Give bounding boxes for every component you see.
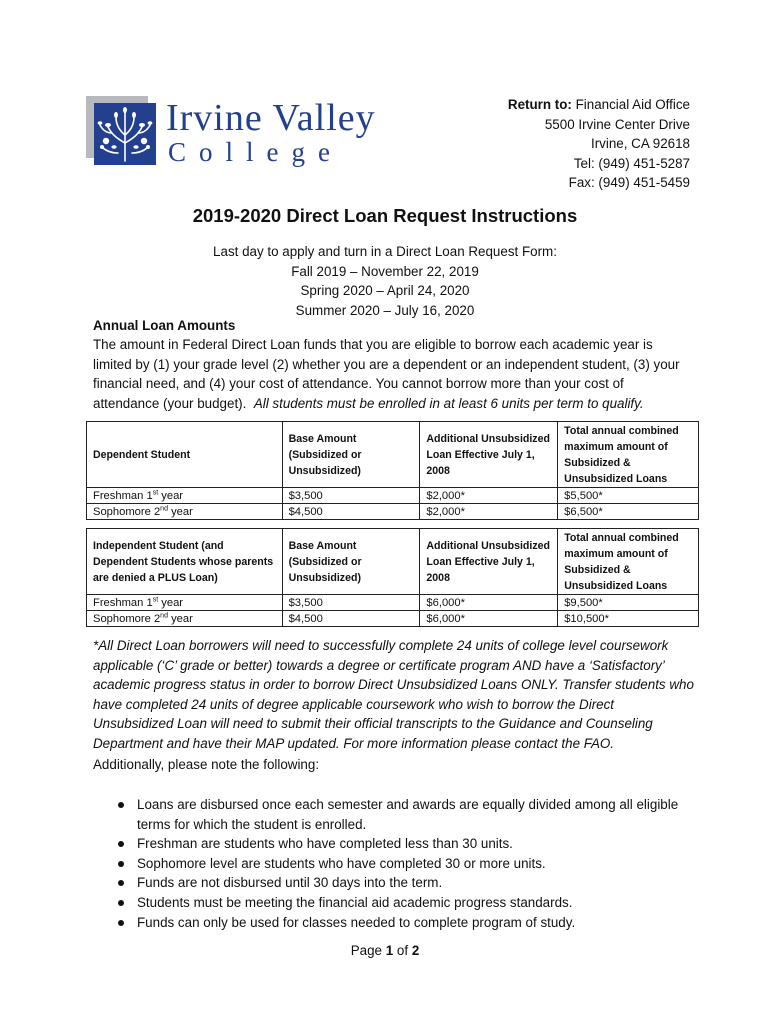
annual-loan-paragraph bbox=[93, 335, 693, 413]
additional-amount-cell: $2,000* bbox=[420, 504, 558, 520]
ordinal-suffix: nd bbox=[160, 504, 168, 512]
table-header-cell: Independent Student (and Dependent Students whose parents are denied a PLUS Loan) bbox=[87, 529, 283, 595]
address-street: 5500 Irvine Center Drive bbox=[544, 116, 690, 132]
table-header-row bbox=[87, 529, 699, 595]
total-amount-cell: $9,500* bbox=[558, 595, 699, 611]
grade-level-cell bbox=[87, 595, 283, 611]
grade-level-suffix: year bbox=[158, 489, 184, 502]
grade-level-suffix: year bbox=[167, 612, 193, 625]
additional-amount-cell: $6,000* bbox=[420, 611, 558, 627]
list-item-text: Sophomore level are students who have completed 30 or more units. bbox=[137, 855, 546, 871]
total-amount-cell: $10,500* bbox=[558, 611, 699, 627]
base-amount-cell: $3,500 bbox=[282, 488, 420, 504]
independent-loan-table bbox=[86, 528, 699, 627]
borrower-requirement-note: *All Direct Loan borrowers will need to successfully complete 24 units of college level coursework applicable (‘C’ grade or better) towards a degree or certificate program AND have a ‘Satisfactory’ academic progress status in order to borrow Direct Unsubsidized Loans ONLY. Transfer students who have completed 24 units of degree applicable coursework who wish to borrow the Direct Unsubsidized Loan will need to submit their official transcripts to the Guidance and Counseling Department and have their MAP updated. For more information please contact the FAO. bbox=[93, 638, 694, 751]
grade-level-text: Freshman 1 bbox=[93, 596, 153, 609]
bullet-icon bbox=[118, 880, 124, 886]
bullet-icon bbox=[118, 920, 124, 926]
table-header-cell: Base Amount (Subsidized or Unsubsidized) bbox=[282, 422, 420, 488]
table-header-row bbox=[87, 422, 699, 488]
bullet-icon bbox=[118, 861, 124, 867]
grade-level-cell bbox=[87, 488, 283, 504]
return-office: Financial Aid Office bbox=[575, 97, 690, 112]
tree-emblem-icon bbox=[94, 103, 156, 165]
address-city: Irvine, CA 92618 bbox=[590, 136, 690, 152]
deadlines-intro: Last day to apply and turn in a Direct Loan Request Form: bbox=[213, 244, 557, 259]
list-item bbox=[112, 893, 702, 913]
additional-amount-cell: $2,000* bbox=[420, 488, 558, 504]
table-header-cell: Dependent Student bbox=[87, 422, 283, 488]
notes-list bbox=[112, 795, 702, 932]
document-title: 2019-2020 Direct Loan Request Instructions bbox=[192, 205, 578, 226]
bullet-icon bbox=[118, 841, 124, 847]
current-page: 1 bbox=[385, 943, 394, 958]
annual-loan-emphasis: All students must be enrolled in at least 6 units per term to qualify. bbox=[253, 395, 644, 411]
table-header-cell: Additional Unsubsidized Loan Effective July 1, 2008 bbox=[420, 529, 558, 595]
list-item bbox=[112, 913, 702, 933]
deadline-spring: Spring 2020 – April 24, 2020 bbox=[300, 283, 470, 299]
table-header-cell: Base Amount (Subsidized or Unsubsidized) bbox=[282, 529, 420, 595]
grade-level-suffix: year bbox=[167, 505, 193, 518]
table-row bbox=[87, 488, 699, 504]
fax-number: Fax: (949) 451-5459 bbox=[568, 175, 690, 191]
list-item-text: Funds can only be used for classes needed to complete program of study. bbox=[137, 914, 576, 930]
table-row bbox=[87, 611, 699, 627]
ordinal-suffix: st bbox=[152, 595, 159, 603]
logo-college-line: College bbox=[168, 137, 343, 167]
deadline-fall: Fall 2019 – November 22, 2019 bbox=[291, 263, 479, 279]
table-header-cell: Total annual combined maximum amount of Subsidized & Unsubsidized Loans bbox=[558, 422, 699, 488]
grade-level-cell bbox=[87, 611, 283, 627]
return-label: Return to: bbox=[507, 97, 572, 112]
list-item bbox=[112, 834, 702, 854]
base-amount-cell: $4,500 bbox=[282, 611, 420, 627]
table-header-cell: Additional Unsubsidized Loan Effective July 1, 2008 bbox=[420, 422, 558, 488]
bullet-icon bbox=[118, 802, 124, 808]
list-item-text: Freshman are students who have completed less than 30 units. bbox=[137, 836, 513, 852]
table-row bbox=[87, 595, 699, 611]
bullet-icon bbox=[118, 900, 124, 906]
grade-level-text: Sophomore 2 bbox=[93, 505, 161, 518]
deadlines-block bbox=[0, 242, 770, 320]
return-line bbox=[508, 95, 690, 115]
dependent-loan-table bbox=[86, 421, 699, 520]
of-word: of bbox=[396, 943, 409, 958]
total-amount-cell: $6,500* bbox=[558, 504, 699, 520]
list-item bbox=[112, 873, 702, 893]
list-item-text: Loans are disbursed once each semester and awards are equally divided among all eligible terms for which the student is enrolled. bbox=[137, 797, 679, 832]
grade-level-text: Sophomore 2 bbox=[93, 612, 161, 625]
additional-notes-intro: Additionally, please note the following: bbox=[93, 757, 320, 772]
base-amount-cell: $4,500 bbox=[282, 504, 420, 520]
list-item bbox=[112, 854, 702, 874]
list-item-text: Funds are not disbursed until 30 days into the term. bbox=[137, 875, 443, 891]
total-amount-cell: $5,500* bbox=[558, 488, 699, 504]
ordinal-suffix: st bbox=[152, 488, 159, 496]
college-logo bbox=[86, 96, 454, 167]
ordinal-suffix: nd bbox=[160, 611, 168, 619]
annual-loan-body: The amount in Federal Direct Loan funds that you are eligible to borrow each academic year is limited by (1) your grade level (2) whether you are a dependent or an independent student, (3) your financial need, and (4) your cost of attendance. You cannot borrow more than your cost of attendance (your budget). bbox=[93, 337, 680, 411]
total-pages: 2 bbox=[411, 943, 420, 958]
annual-loan-heading: Annual Loan Amounts bbox=[93, 318, 236, 333]
deadline-summer: Summer 2020 – July 16, 2020 bbox=[295, 302, 475, 318]
table-row bbox=[87, 504, 699, 520]
list-item-text: Students must be meeting the financial aid academic progress standards. bbox=[137, 894, 573, 910]
table-header-cell: Total annual combined maximum amount of Subsidized & Unsubsidized Loans bbox=[558, 529, 699, 595]
grade-level-text: Freshman 1 bbox=[93, 489, 153, 502]
additional-amount-cell: $6,000* bbox=[420, 595, 558, 611]
grade-level-suffix: year bbox=[158, 596, 184, 609]
return-address-block bbox=[508, 95, 690, 193]
page-number bbox=[0, 943, 770, 958]
logo-name-line: Irvine Valley bbox=[166, 97, 376, 139]
list-item bbox=[112, 795, 702, 834]
page-word: Page bbox=[350, 943, 382, 958]
grade-level-cell bbox=[87, 504, 283, 520]
phone-number: Tel: (949) 451-5287 bbox=[573, 155, 690, 171]
base-amount-cell: $3,500 bbox=[282, 595, 420, 611]
